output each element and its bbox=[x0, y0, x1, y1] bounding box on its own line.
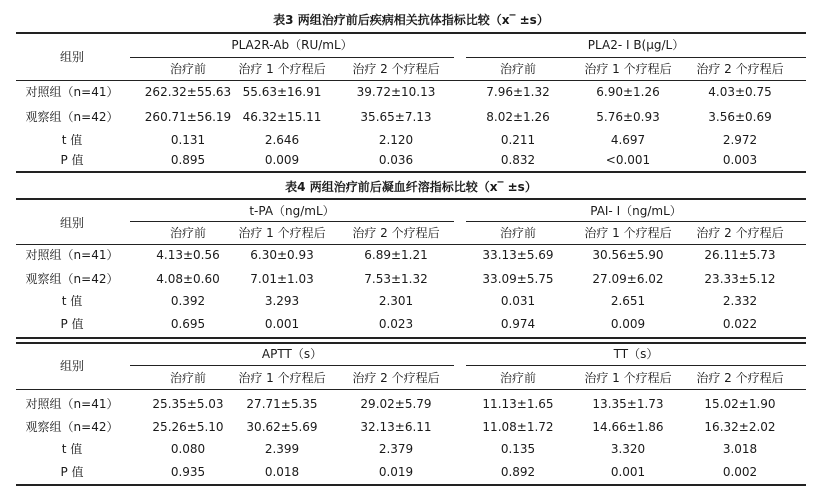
column-header: 治疗 1 个疗程后 bbox=[238, 371, 326, 385]
row-control-group-cell: 15.02±1.90 bbox=[704, 397, 776, 411]
row-observation-group-cell: 5.76±0.93 bbox=[596, 110, 660, 124]
row-t-value-cell: 2.301 bbox=[378, 294, 414, 308]
row-control-group-cell: 262.32±55.63 bbox=[144, 85, 232, 99]
header-bottom-rule bbox=[16, 389, 806, 390]
row-t-value-cell: 2.120 bbox=[378, 133, 414, 147]
row-p-value-cell: 0.832 bbox=[500, 153, 536, 167]
row-p-value-label: P 值 bbox=[60, 317, 84, 331]
row-t-value-cell: 2.646 bbox=[264, 133, 300, 147]
row-t-value-cell: 3.293 bbox=[264, 294, 300, 308]
row-control-group-cell: 6.90±1.26 bbox=[596, 85, 660, 99]
row-observation-group-label: 观察组（n=42） bbox=[25, 272, 119, 286]
row-control-group-cell: 29.02±5.79 bbox=[360, 397, 432, 411]
row-t-value-cell: 2.332 bbox=[722, 294, 758, 308]
row-control-group-cell: 27.71±5.35 bbox=[246, 397, 318, 411]
row-t-value-cell: 0.031 bbox=[500, 294, 536, 308]
row-p-value-cell: 0.895 bbox=[170, 153, 206, 167]
row-observation-group-cell: 25.26±5.10 bbox=[152, 420, 224, 434]
row-p-value-cell: 0.036 bbox=[378, 153, 414, 167]
row-observation-group-cell: 260.71±56.19 bbox=[144, 110, 232, 124]
group-header-left: t-PA（ng/mL） bbox=[249, 204, 335, 218]
group-underline-left bbox=[130, 221, 454, 222]
row-control-group-cell: 55.63±16.91 bbox=[242, 85, 322, 99]
row-t-value-label: t 值 bbox=[61, 133, 83, 147]
row-p-value-cell: 0.001 bbox=[610, 465, 646, 479]
table-top-rule bbox=[16, 32, 806, 34]
row-t-value-cell: 3.018 bbox=[722, 442, 758, 456]
group-underline-right bbox=[466, 365, 806, 366]
row-p-value-cell: 0.019 bbox=[378, 465, 414, 479]
table-bottom-rule bbox=[16, 171, 806, 173]
table-bottom-rule bbox=[16, 337, 806, 339]
row-p-value-cell: 0.892 bbox=[500, 465, 536, 479]
column-header: 治疗前 bbox=[499, 226, 536, 240]
column-header: 治疗 1 个疗程后 bbox=[238, 226, 326, 240]
row-p-value-cell: 0.695 bbox=[170, 317, 206, 331]
row-control-group-cell: 11.13±1.65 bbox=[482, 397, 554, 411]
column-header: 治疗 2 个疗程后 bbox=[696, 371, 784, 385]
row-p-value-cell: 0.001 bbox=[264, 317, 300, 331]
table-top-rule bbox=[16, 342, 806, 344]
row-control-group-cell: 13.35±1.73 bbox=[592, 397, 664, 411]
table-bottom-rule bbox=[16, 484, 806, 486]
column-header: 治疗 1 个疗程后 bbox=[238, 62, 326, 76]
row-p-value-cell: 0.009 bbox=[610, 317, 646, 331]
group-header-right: TT（s） bbox=[613, 347, 659, 361]
group-underline-left bbox=[130, 365, 454, 366]
column-header: 治疗前 bbox=[169, 226, 206, 240]
row-t-value-cell: 4.697 bbox=[610, 133, 646, 147]
row-observation-group-cell: 11.08±1.72 bbox=[482, 420, 554, 434]
row-observation-group-cell: 14.66±1.86 bbox=[592, 420, 664, 434]
row-observation-group-label: 观察组（n=42） bbox=[25, 110, 119, 124]
row-p-value-cell: <0.001 bbox=[605, 153, 651, 167]
row-control-group-cell: 33.13±5.69 bbox=[482, 248, 554, 262]
row-observation-group-cell: 8.02±1.26 bbox=[486, 110, 550, 124]
group-column-header: 组别 bbox=[59, 50, 84, 64]
row-p-value-cell: 0.018 bbox=[264, 465, 300, 479]
row-p-value-label: P 值 bbox=[60, 153, 84, 167]
group-column-header: 组别 bbox=[59, 216, 84, 230]
group-underline-right bbox=[466, 57, 806, 58]
column-header: 治疗前 bbox=[499, 62, 536, 76]
row-p-value-cell: 0.002 bbox=[722, 465, 758, 479]
column-header: 治疗 2 个疗程后 bbox=[696, 62, 784, 76]
column-header: 治疗 1 个疗程后 bbox=[584, 62, 672, 76]
row-p-value-label: P 值 bbox=[60, 465, 84, 479]
row-observation-group-cell: 33.09±5.75 bbox=[482, 272, 554, 286]
row-observation-group-cell: 3.56±0.69 bbox=[708, 110, 772, 124]
column-header: 治疗 2 个疗程后 bbox=[352, 371, 440, 385]
group-underline-left bbox=[130, 57, 454, 58]
row-observation-group-cell: 32.13±6.11 bbox=[360, 420, 432, 434]
row-control-group-label: 对照组（n=41） bbox=[25, 248, 119, 262]
group-column-header: 组别 bbox=[59, 359, 84, 373]
row-t-value-cell: 0.135 bbox=[500, 442, 536, 456]
header-bottom-rule bbox=[16, 80, 806, 81]
row-t-value-cell: 2.972 bbox=[722, 133, 758, 147]
row-p-value-cell: 0.022 bbox=[722, 317, 758, 331]
column-header: 治疗 2 个疗程后 bbox=[352, 62, 440, 76]
row-observation-group-cell: 7.01±1.03 bbox=[250, 272, 314, 286]
column-header: 治疗 1 个疗程后 bbox=[584, 371, 672, 385]
table-top-rule bbox=[16, 198, 806, 200]
row-t-value-cell: 2.379 bbox=[378, 442, 414, 456]
row-observation-group-cell: 4.08±0.60 bbox=[156, 272, 220, 286]
column-header: 治疗前 bbox=[499, 371, 536, 385]
row-control-group-cell: 7.96±1.32 bbox=[486, 85, 550, 99]
row-t-value-cell: 0.211 bbox=[500, 133, 536, 147]
row-control-group-cell: 39.72±10.13 bbox=[356, 85, 436, 99]
row-control-group-cell: 6.30±0.93 bbox=[250, 248, 314, 262]
row-control-group-cell: 26.11±5.73 bbox=[704, 248, 776, 262]
row-p-value-cell: 0.023 bbox=[378, 317, 414, 331]
row-control-group-cell: 4.03±0.75 bbox=[708, 85, 772, 99]
row-t-value-cell: 3.320 bbox=[610, 442, 646, 456]
row-observation-group-cell: 30.62±5.69 bbox=[246, 420, 318, 434]
row-control-group-cell: 25.35±5.03 bbox=[152, 397, 224, 411]
row-observation-group-cell: 27.09±6.02 bbox=[592, 272, 664, 286]
column-header: 治疗 1 个疗程后 bbox=[584, 226, 672, 240]
row-t-value-cell: 0.392 bbox=[170, 294, 206, 308]
group-header-right: PAI- I（ng/mL） bbox=[590, 204, 682, 218]
row-control-group-cell: 6.89±1.21 bbox=[364, 248, 428, 262]
row-t-value-cell: 0.131 bbox=[170, 133, 206, 147]
row-t-value-cell: 2.399 bbox=[264, 442, 300, 456]
row-observation-group-cell: 46.32±15.11 bbox=[242, 110, 322, 124]
row-control-group-cell: 4.13±0.56 bbox=[156, 248, 220, 262]
row-observation-group-cell: 7.53±1.32 bbox=[364, 272, 428, 286]
row-observation-group-cell: 35.65±7.13 bbox=[360, 110, 432, 124]
group-underline-right bbox=[466, 221, 806, 222]
row-p-value-cell: 0.935 bbox=[170, 465, 206, 479]
row-t-value-cell: 0.080 bbox=[170, 442, 206, 456]
row-p-value-cell: 0.009 bbox=[264, 153, 300, 167]
column-header: 治疗 2 个疗程后 bbox=[352, 226, 440, 240]
group-header-right: PLA2- I B(μg/L） bbox=[587, 38, 685, 52]
row-observation-group-label: 观察组（n=42） bbox=[25, 420, 119, 434]
group-header-left: APTT（s） bbox=[261, 347, 323, 361]
row-t-value-label: t 值 bbox=[61, 294, 83, 308]
column-header: 治疗前 bbox=[169, 62, 206, 76]
row-p-value-cell: 0.974 bbox=[500, 317, 536, 331]
group-header-left: PLA2R-Ab（RU/mL） bbox=[231, 38, 353, 52]
row-control-group-label: 对照组（n=41） bbox=[25, 85, 119, 99]
row-observation-group-cell: 23.33±5.12 bbox=[704, 272, 776, 286]
row-t-value-cell: 2.651 bbox=[610, 294, 646, 308]
table-title: 表4 两组治疗前后凝血纤溶指标比较（x‾ ±s） bbox=[285, 180, 537, 194]
row-p-value-cell: 0.003 bbox=[722, 153, 758, 167]
row-control-group-label: 对照组（n=41） bbox=[25, 397, 119, 411]
table-title: 表3 两组治疗前后疾病相关抗体指标比较（x‾ ±s） bbox=[273, 13, 549, 27]
row-observation-group-cell: 16.32±2.02 bbox=[704, 420, 776, 434]
column-header: 治疗前 bbox=[169, 371, 206, 385]
row-t-value-label: t 值 bbox=[61, 442, 83, 456]
row-control-group-cell: 30.56±5.90 bbox=[592, 248, 664, 262]
header-bottom-rule bbox=[16, 244, 806, 245]
column-header: 治疗 2 个疗程后 bbox=[696, 226, 784, 240]
